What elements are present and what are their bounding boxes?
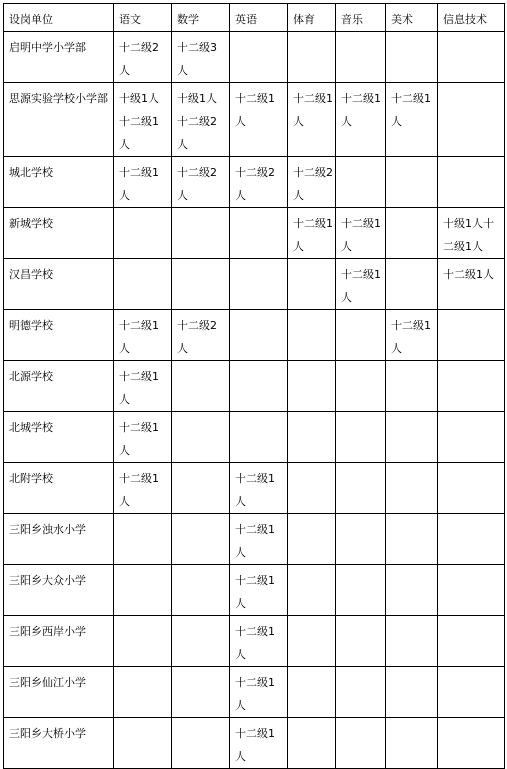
table-cell <box>114 208 172 259</box>
table-cell <box>172 514 230 565</box>
table-cell: 十二级2人 <box>172 310 230 361</box>
unit-cell: 三阳乡仙江小学 <box>4 667 114 718</box>
column-header: 美术 <box>386 4 438 32</box>
table-cell: 十二级1人 <box>336 259 386 310</box>
table-row <box>4 667 505 718</box>
table-cell: 十二级3人 <box>172 32 230 83</box>
table-cell <box>336 565 386 616</box>
table-cell: 十级1人十二级1人 <box>114 83 172 157</box>
table-cell <box>336 32 386 83</box>
column-header: 数学 <box>172 4 230 32</box>
table-row <box>4 565 505 616</box>
table-cell <box>172 718 230 769</box>
table-cell <box>288 514 336 565</box>
table-cell: 十二级1人 <box>336 83 386 157</box>
table-cell: 十二级1人 <box>230 616 288 667</box>
table-row <box>4 616 505 667</box>
table-row <box>4 32 505 83</box>
table-cell <box>172 412 230 463</box>
unit-cell: 三阳乡大众小学 <box>4 565 114 616</box>
table-cell <box>288 259 336 310</box>
table-cell <box>288 667 336 718</box>
table-cell <box>230 310 288 361</box>
table-cell: 十二级1人 <box>230 514 288 565</box>
table-cell: 十二级1人 <box>114 157 172 208</box>
table-row <box>4 514 505 565</box>
table-cell <box>336 463 386 514</box>
table-cell: 十二级1人 <box>114 412 172 463</box>
table-cell <box>438 463 505 514</box>
unit-cell: 三阳乡西岸小学 <box>4 616 114 667</box>
table-cell: 十二级1人 <box>230 718 288 769</box>
unit-cell: 城北学校 <box>4 157 114 208</box>
table-cell <box>336 361 386 412</box>
table-row <box>4 412 505 463</box>
table-cell <box>336 157 386 208</box>
table-cell <box>386 616 438 667</box>
table-cell: 十二级1人 <box>386 310 438 361</box>
table-cell <box>288 361 336 412</box>
table-cell: 十级1人十二级2人 <box>172 83 230 157</box>
table-cell <box>336 412 386 463</box>
column-header: 设岗单位 <box>4 4 114 32</box>
table-cell <box>288 616 336 667</box>
table-cell <box>114 718 172 769</box>
unit-cell: 新城学校 <box>4 208 114 259</box>
table-cell: 十二级2人 <box>114 32 172 83</box>
table-cell <box>336 667 386 718</box>
unit-cell: 汉昌学校 <box>4 259 114 310</box>
table-cell <box>172 667 230 718</box>
table-cell <box>438 310 505 361</box>
table-row <box>4 463 505 514</box>
table-cell <box>438 412 505 463</box>
column-header: 音乐 <box>336 4 386 32</box>
column-header: 信息技术 <box>438 4 505 32</box>
table-cell <box>172 361 230 412</box>
column-header: 语文 <box>114 4 172 32</box>
unit-cell: 明德学校 <box>4 310 114 361</box>
table-cell <box>386 463 438 514</box>
table-cell <box>288 310 336 361</box>
column-header: 体育 <box>288 4 336 32</box>
table-cell <box>438 157 505 208</box>
table-cell <box>288 718 336 769</box>
table-row <box>4 361 505 412</box>
table-cell: 十二级1人 <box>288 208 336 259</box>
header-row <box>4 4 505 32</box>
table-row <box>4 157 505 208</box>
table-cell <box>288 463 336 514</box>
table-cell <box>230 361 288 412</box>
table-cell: 十二级2人 <box>288 157 336 208</box>
table-cell: 十二级1人 <box>438 259 505 310</box>
table-cell <box>114 259 172 310</box>
table-cell <box>386 565 438 616</box>
table-cell <box>336 310 386 361</box>
table-cell <box>386 259 438 310</box>
table-cell <box>386 157 438 208</box>
table-cell <box>172 565 230 616</box>
table-cell <box>230 32 288 83</box>
table-cell: 十二级1人 <box>114 463 172 514</box>
table-row <box>4 83 505 157</box>
table-cell <box>172 208 230 259</box>
table-cell <box>172 616 230 667</box>
table-cell: 十二级2人 <box>230 157 288 208</box>
table-cell <box>288 565 336 616</box>
table-cell: 十二级1人 <box>230 83 288 157</box>
table-cell <box>438 667 505 718</box>
table-cell <box>438 718 505 769</box>
unit-cell: 思源实验学校小学部 <box>4 83 114 157</box>
table-cell <box>386 361 438 412</box>
table-cell <box>288 32 336 83</box>
table-cell <box>386 718 438 769</box>
table-cell: 十二级1人 <box>386 83 438 157</box>
table-cell <box>114 616 172 667</box>
table-cell <box>172 259 230 310</box>
table-cell <box>386 667 438 718</box>
table-cell: 十二级1人 <box>336 208 386 259</box>
table-cell <box>336 718 386 769</box>
table-row <box>4 310 505 361</box>
table-cell <box>386 32 438 83</box>
table-cell: 十二级1人 <box>288 83 336 157</box>
unit-cell: 北源学校 <box>4 361 114 412</box>
unit-cell: 北城学校 <box>4 412 114 463</box>
table-cell <box>336 616 386 667</box>
table-row <box>4 208 505 259</box>
table-cell: 十级1人十二级1人 <box>438 208 505 259</box>
table-cell: 十二级1人 <box>114 310 172 361</box>
table-cell <box>230 208 288 259</box>
staffing-table <box>3 3 505 769</box>
table-cell <box>386 208 438 259</box>
table-cell: 十二级1人 <box>230 667 288 718</box>
unit-cell: 北附学校 <box>4 463 114 514</box>
unit-cell: 三阳乡大桥小学 <box>4 718 114 769</box>
table-cell: 十二级1人 <box>230 463 288 514</box>
table-cell <box>438 616 505 667</box>
table-cell <box>438 565 505 616</box>
table-cell: 十二级1人 <box>230 565 288 616</box>
table-cell <box>438 514 505 565</box>
table-cell <box>288 412 336 463</box>
table-cell <box>230 259 288 310</box>
table-row <box>4 259 505 310</box>
table-cell <box>438 83 505 157</box>
unit-cell: 三阳乡浊水小学 <box>4 514 114 565</box>
table-cell <box>336 514 386 565</box>
table-row <box>4 718 505 769</box>
table-cell <box>230 412 288 463</box>
table-cell: 十二级2人 <box>172 157 230 208</box>
table-cell: 十二级1人 <box>114 361 172 412</box>
table-cell <box>172 463 230 514</box>
column-header: 英语 <box>230 4 288 32</box>
table-cell <box>438 32 505 83</box>
table-cell <box>386 412 438 463</box>
table-cell <box>438 361 505 412</box>
table-cell <box>114 667 172 718</box>
table-cell <box>114 514 172 565</box>
unit-cell: 启明中学小学部 <box>4 32 114 83</box>
table-cell <box>386 514 438 565</box>
table-cell <box>114 565 172 616</box>
